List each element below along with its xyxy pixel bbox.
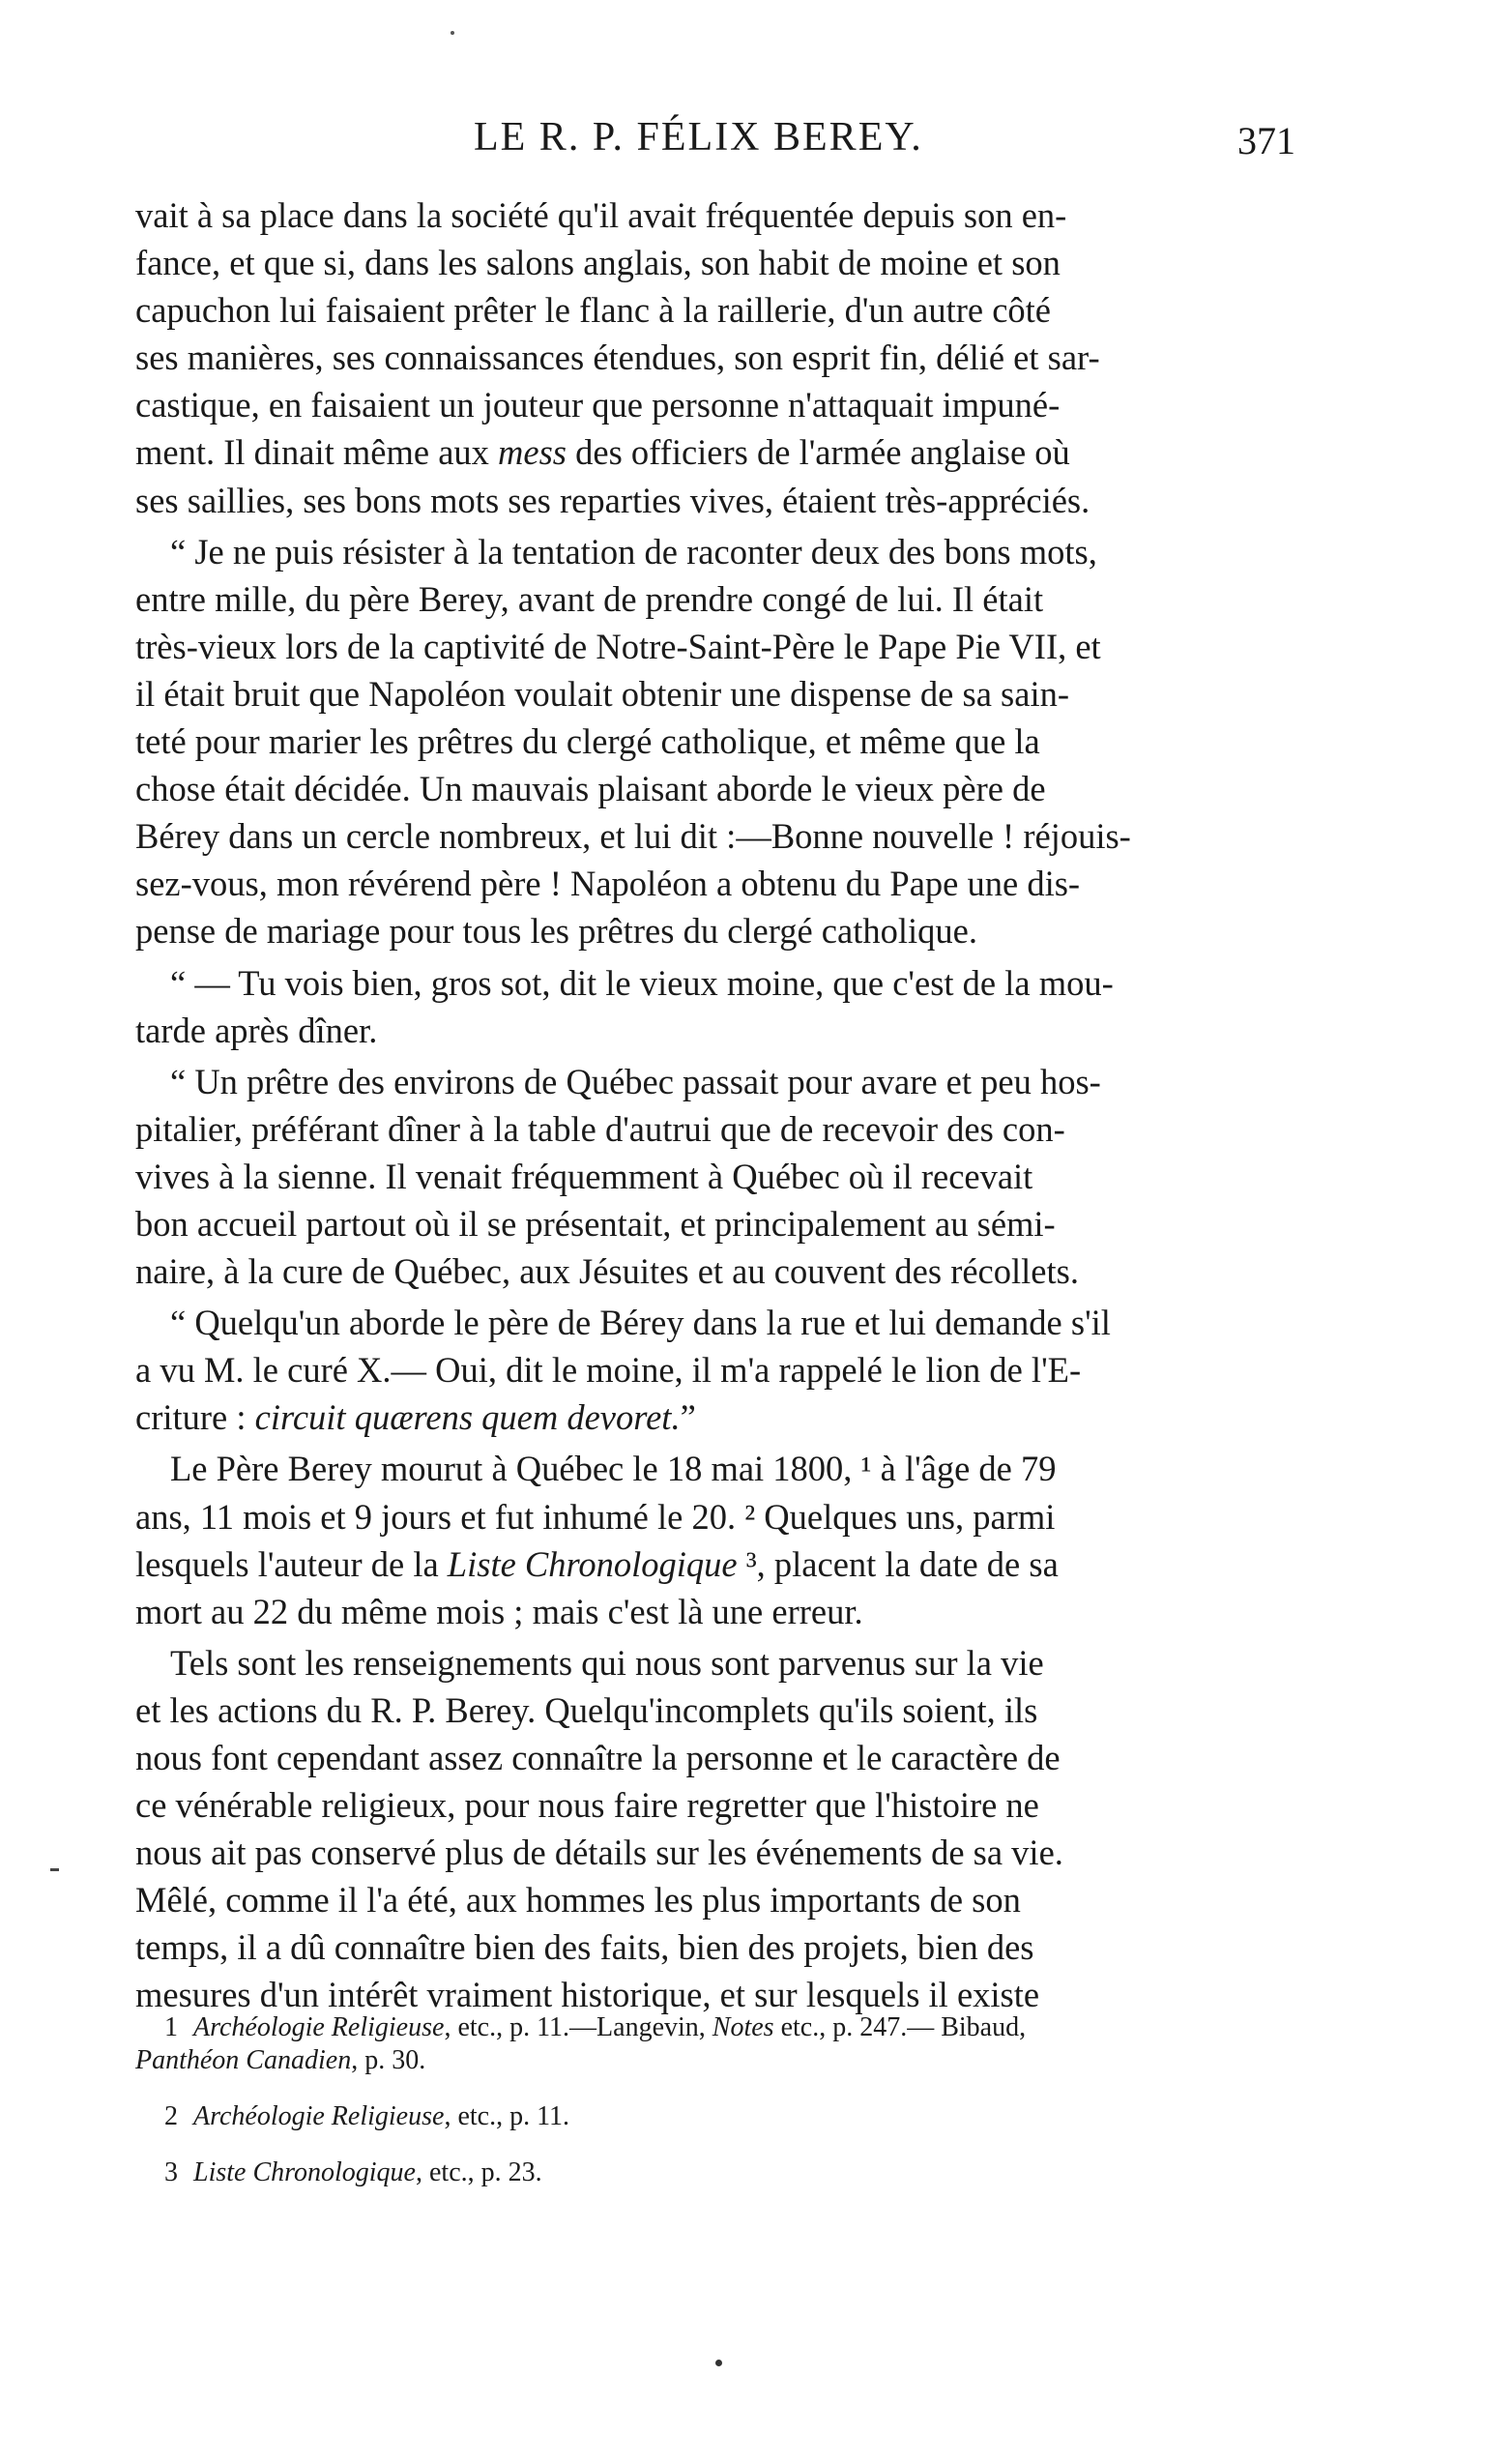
italic-text: Liste Chronologique (193, 2157, 416, 2187)
italic-text: circuit quærens quem devoret. (254, 1397, 681, 1438)
footnote (135, 2011, 1295, 2077)
text-line: mesures d'un intérêt vraiment historique, et sur lesquels il existe (135, 1975, 1040, 2015)
text-line: tarde après dîner. (135, 1010, 378, 1050)
text-line: Mêlé, comme il l'a été, aux hommes les plus importants de son (135, 1880, 1021, 1921)
text-line: vives à la sienne. Il venait fréquemment à Québec où il recevait (135, 1156, 1033, 1196)
text-line: nous ait pas conservé plus de détails sur les événements de sa vie. (135, 1833, 1063, 1873)
text-line: chose était décidée. Un mauvais plaisant aborde le vieux père de (135, 769, 1046, 809)
text-line: ce vénérable religieux, pour nous faire regretter que l'histoire ne (135, 1785, 1039, 1826)
text-line: sez-vous, mon révérend père ! Napoléon a obtenu du Pape une dis- (135, 864, 1081, 904)
print-speck (715, 2360, 722, 2366)
print-speck (451, 31, 454, 35)
paragraph (135, 959, 1295, 1054)
italic-text: Notes (712, 2012, 774, 2042)
text-line: teté pour marier les prêtres du clergé catholique, et même que la (135, 721, 1040, 762)
text-line: lesquels l'auteur de la Liste Chronologique ³, placent la date de sa (135, 1543, 1059, 1584)
text-line: il était bruit que Napoléon voulait obtenir une dispense de sa sain- (135, 673, 1069, 714)
footnote (135, 2156, 1295, 2189)
footnote (135, 2100, 1295, 2133)
text-line: “ Un prêtre des environs de Québec passait pour avare et peu hos- (170, 1061, 1101, 1101)
text-line: vait à sa place dans la société qu'il avait fréquentée depuis son en- (135, 195, 1067, 235)
page-number: 371 (1237, 119, 1295, 162)
text-line: ans, 11 mois et 9 jours et fut inhumé le 20. ² Quelques uns, parmi (135, 1496, 1056, 1537)
text-line: ses saillies, ses bons mots ses reparties vives, étaient très-appréciés. (135, 480, 1090, 520)
text-line: Le Père Berey mourut à Québec le 18 mai 1800, ¹ à l'âge de 79 (170, 1449, 1057, 1489)
text-line: entre mille, du père Berey, avant de prendre congé de lui. Il était (135, 578, 1044, 619)
footnote-text: Panthéon Canadien, p. 30. (135, 2045, 426, 2075)
text-line: bon accueil partout où il se présentait, et principalement au sémi- (135, 1203, 1056, 1244)
text-line: a vu M. le curé X.— Oui, dit le moine, il m'a rappelé le lion de l'E- (135, 1350, 1082, 1391)
footnote-text: Archéologie Religieuse, etc., p. 11.—Langevin, Notes etc., p. 247.— Bibaud, (193, 2012, 1027, 2042)
paragraph (135, 528, 1295, 955)
paragraph (135, 1445, 1295, 1634)
text-line: “ — Tu vois bien, gros sot, dit le vieux moine, que c'est de la mou- (170, 962, 1114, 1003)
text-line: mort au 22 du même mois ; mais c'est là une erreur. (135, 1591, 863, 1631)
text-line: temps, il a dû connaître bien des faits, bien des projets, bien des (135, 1927, 1034, 1968)
italic-text: Liste Chronologique (447, 1543, 738, 1584)
footnote-text: Archéologie Religieuse, etc., p. 11. (193, 2101, 570, 2131)
italic-text: Archéologie Religieuse (193, 2012, 445, 2042)
body-text (135, 191, 1295, 2019)
paragraph (135, 191, 1295, 524)
text-line: capuchon lui faisaient prêter le flanc à la raillerie, d'un autre côté (135, 290, 1051, 331)
paragraph (135, 1299, 1295, 1441)
text-line: naire, à la cure de Québec, aux Jésuites et au couvent des récollets. (135, 1251, 1079, 1292)
text-line: pense de mariage pour tous les prêtres du clergé catholique. (135, 911, 977, 952)
text-line: castique, en faisaient un jouteur que personne n'attaquait impuné- (135, 385, 1061, 425)
text-line: et les actions du R. P. Berey. Quelqu'incomplets qu'ils soient, ils (135, 1689, 1038, 1730)
paragraph (135, 1639, 1295, 2019)
text-line: “ Quelqu'un aborde le père de Bérey dans la rue et lui demande s'il (170, 1303, 1111, 1343)
footnotes (135, 2011, 1295, 2213)
text-line: ses manières, ses connaissances étendues, son esprit fin, délié et sar- (135, 337, 1100, 378)
footnote-mark: 1 (164, 2012, 178, 2042)
text-line: criture : circuit quærens quem devoret.” (135, 1397, 696, 1438)
italic-text: mess (498, 432, 567, 473)
text-line: Tels sont les renseignements qui nous sont parvenus sur la vie (170, 1642, 1044, 1683)
footnote-text: Liste Chronologique, etc., p. 23. (193, 2157, 542, 2187)
text-line: ment. Il dinait même aux mess des officiers de l'armée anglaise où (135, 432, 1070, 473)
text-line: pitalier, préférant dîner à la table d'autrui que de recevoir des con- (135, 1108, 1065, 1149)
running-header (135, 114, 1295, 172)
paragraph (135, 1058, 1295, 1295)
text-line: très-vieux lors de la captivité de Notre-Saint-Père le Pape Pie VII, et (135, 626, 1101, 666)
running-title: LE R. P. FÉLIX BEREY. (474, 115, 923, 160)
text-line: “ Je ne puis résister à la tentation de raconter deux des bons mots, (170, 531, 1097, 572)
text-line: nous font cependant assez connaître la personne et le caractère de (135, 1738, 1061, 1777)
print-speck (50, 1868, 59, 1871)
footnote-mark: 2 (164, 2101, 178, 2131)
italic-text: Archéologie Religieuse (193, 2101, 445, 2131)
italic-text: Panthéon Canadien (135, 2045, 352, 2075)
text-line: fance, et que si, dans les salons anglais, son habit de moine et son (135, 243, 1061, 283)
text-line: Bérey dans un cercle nombreux, et lui dit :—Bonne nouvelle ! réjouis- (135, 816, 1131, 857)
footnote-mark: 3 (164, 2157, 178, 2187)
